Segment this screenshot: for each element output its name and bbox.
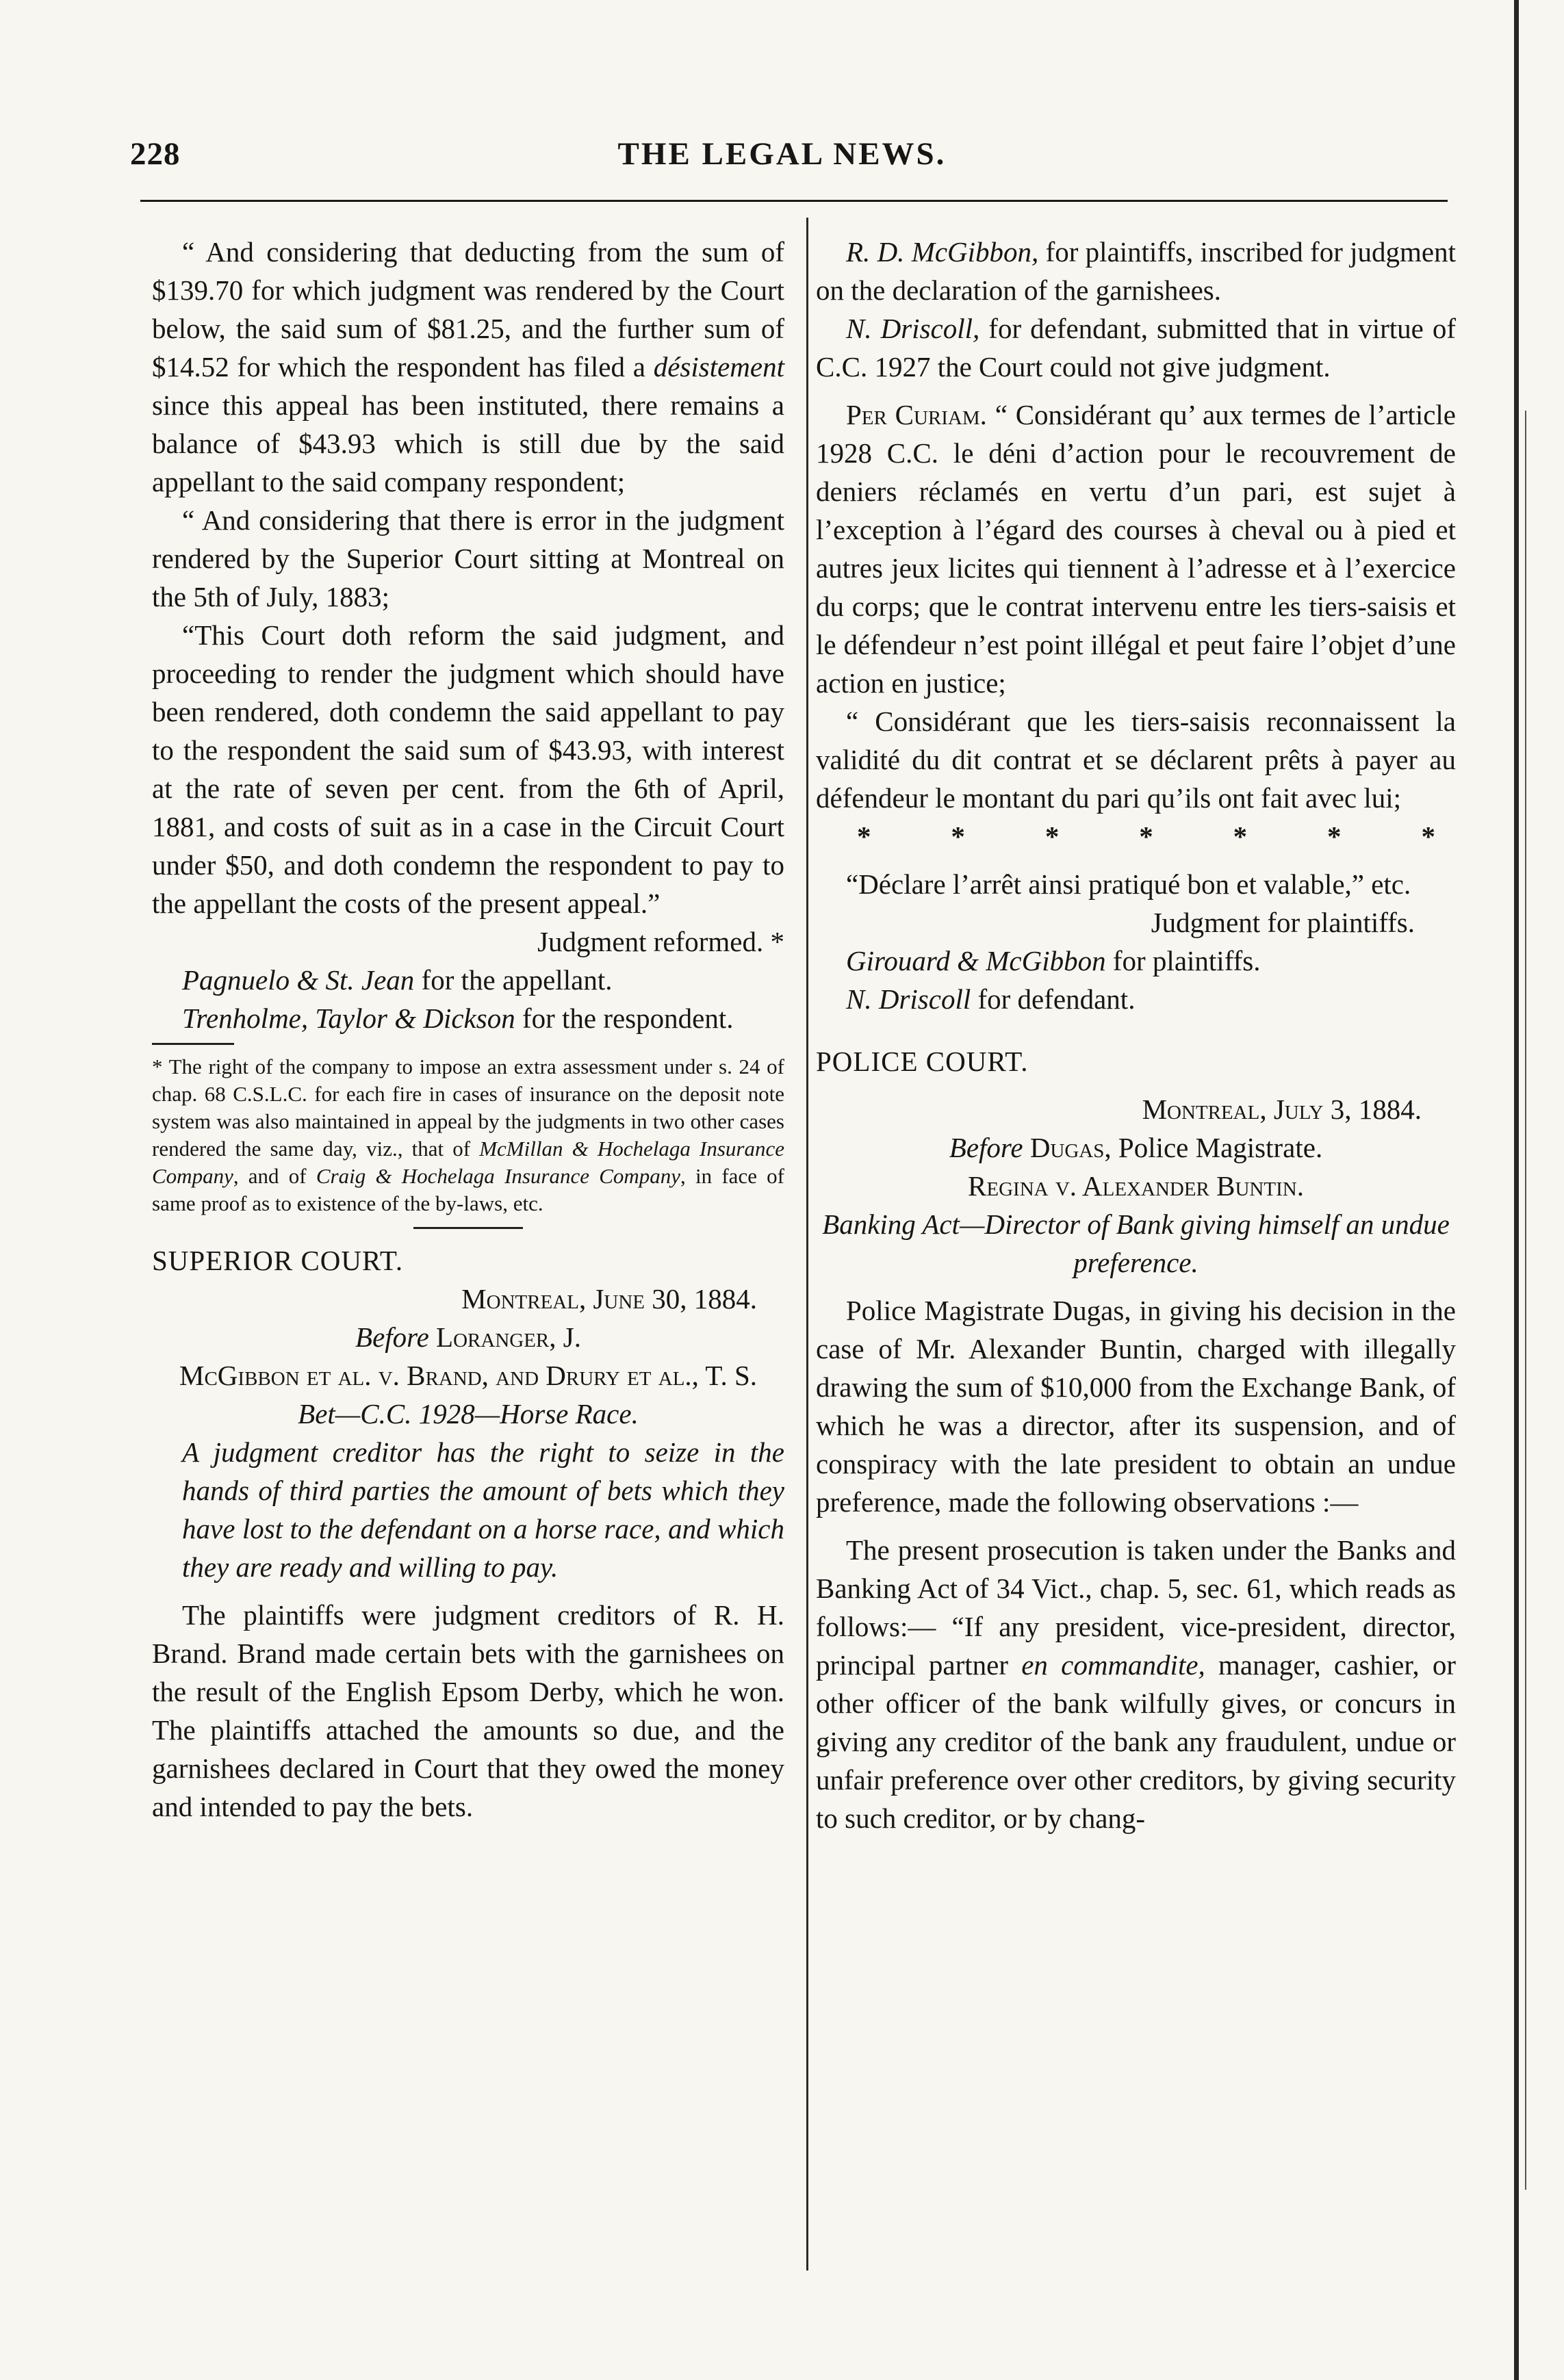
decision-paragraph: Police Magistrate Dugas, in giving his decision in the case of Mr. Alexander Buntin, charged with illegally drawing the sum of $10,000 from the Exchange Bank, of which he was a director, after its suspension, and of conspiracy with the late president to obtain an undue preference, made the following observations :—	[816, 1295, 1456, 1518]
considerant-paragraph: “ Considérant que les tiers-saisis reconnaissent la validité du dit contrat et se déclarent prêts à payer au défendeur le montant du pari qu’ils ont fait avec lui;	[816, 706, 1456, 814]
desistement-term: désistement	[653, 351, 784, 383]
before-line: Before Loranger, J.	[355, 1321, 581, 1353]
counsel-plaintiffs: Girouard & McGibbon for plaintiffs.	[846, 945, 1261, 976]
paragraph-considering-error: “ And considering that there is error in the judgment rendered by the Superior Court sitting at Montreal on the 5th of July, 1883;	[152, 504, 784, 612]
running-head: THE LEGAL NEWS.	[617, 136, 947, 172]
defendant-submission: N. Driscoll, for defendant, submitted that in virtue of C.C. 1927 the Court could not give judgment.	[816, 313, 1456, 383]
before-line: Before Dugas, Police Magistrate.	[949, 1132, 1323, 1163]
paragraph-court-reform: “This Court doth reform the said judgment, and proceeding to render the judgment which should have been rendered, doth condemn the said appellant to pay to the respondent the said sum of $43.93, with interest at the rate of seven per cent. from the 6th of April, 1881, and costs of suit as in a case in the Circuit Court under $50, and doth condemn the respondent to pay to the appellant the costs of the present appeal.”	[152, 619, 784, 919]
syllabus: A judgment creditor has the right to seize in the hands of third parties the amount of bets which they have lost to the defendant on a horse race, and which they are ready and willing to pay.	[182, 1436, 784, 1583]
subject-line: Bet—C.C. 1928—Horse Race.	[298, 1398, 639, 1430]
plaintiff-submission: R. D. McGibbon, for plaintiffs, inscribed for judgment on the declaration of the garnishees.	[816, 236, 1456, 306]
left-column	[152, 233, 784, 1826]
dateline: Montreal, June 30, 1884.	[461, 1283, 757, 1315]
judgment-line: Judgment reformed. *	[537, 926, 784, 957]
section-rule	[413, 1227, 523, 1229]
case-title: McGibbon et al. v. Brand, and Drury et al., T. S.	[179, 1360, 757, 1391]
dateline: Montreal, July 3, 1884.	[1142, 1094, 1422, 1125]
judgment-line: Judgment for plaintiffs.	[1151, 907, 1415, 938]
counsel-appellant: Pagnuelo & St. Jean for the appellant.	[182, 964, 613, 996]
scan-edge	[1514, 0, 1519, 2380]
column-rule	[806, 218, 808, 2271]
elision-stars: * * * * * * *	[857, 820, 1435, 852]
facts-paragraph: The plaintiffs were judgment creditors of R. H. Brand. Brand made certain bets with the garnishees on the result of the English Epsom Derby, which he won. The plaintiffs attached the amounts so due, and the garnishees declared in Court that they owed the money and intended to pay the bets.	[152, 1599, 784, 1822]
footnote: * The right of the company to impose an extra assessment under s. 24 of chap. 68 C.S.L.C. for each fire in cases of insurance on the deposit note system was also maintained in appeal by the judgments in two other cases rendered the same day, viz., that of McMillan & Hochelaga Insurance Company, and of Craig & Hochelaga Insurance Company, in face of same proof as to existence of the by-laws, etc.	[152, 1055, 785, 1215]
page-number: 228	[130, 136, 181, 172]
scan-edge-thin	[1525, 411, 1526, 2190]
right-column	[816, 233, 1456, 1837]
paragraph-considering-deduction: “ And considering that deducting from the sum of $139.70 for which judgment was rendered by the Court below, the said sum of $81.25, and the further sum of $14.52 for which the respondent has filed a désistement since this appeal has been instituted, there remains a balance of $43.93 which is still due by the said appellant to the said company respondent;	[152, 236, 784, 497]
court-heading: SUPERIOR COURT.	[152, 1245, 404, 1276]
footnote-rule	[152, 1043, 234, 1045]
counsel-respondent: Trenholme, Taylor & Dickson for the respondent.	[182, 1003, 734, 1034]
subject-line: Banking Act—Director of Bank giving himself an undue preference.	[822, 1208, 1450, 1278]
declare-paragraph: “Déclare l’arrêt ainsi pratiqué bon et valable,” etc.	[846, 868, 1411, 900]
case-title: Regina v. Alexander Buntin.	[968, 1170, 1304, 1202]
per-curiam-paragraph: Per Curiam. “ Considérant qu’ aux termes de l’article 1928 C.C. le déni d’action pour le recouvrement de deniers réclamés en vertu d’un pari, est sujet à l’exception à l’égard des courses à cheval ou à pied et autres jeux licites qui tiennent à l’adresse et à l’exercice du corps; que le contrat intervenu entre les tiers-saisis et le défendeur n’est point illégal et peut faire l’objet d’une action en justice;	[816, 399, 1457, 699]
court-heading: POLICE COURT.	[816, 1046, 1029, 1077]
header-rule	[140, 200, 1448, 202]
prosecution-paragraph: The present prosecution is taken under the Banks and Banking Act of 34 Vict., chap. 5, sec. 61, which reads as follows:— “If any president, vice-president, director, principal partner en commandite, manager, cashier, or other officer of the bank wilfully gives, or concurs in giving any creditor of the bank any fraudulent, undue or unfair preference over other creditors, by giving security to such creditor, or by chang-	[816, 1534, 1456, 1834]
counsel-defendant: N. Driscoll for defendant.	[846, 983, 1136, 1015]
